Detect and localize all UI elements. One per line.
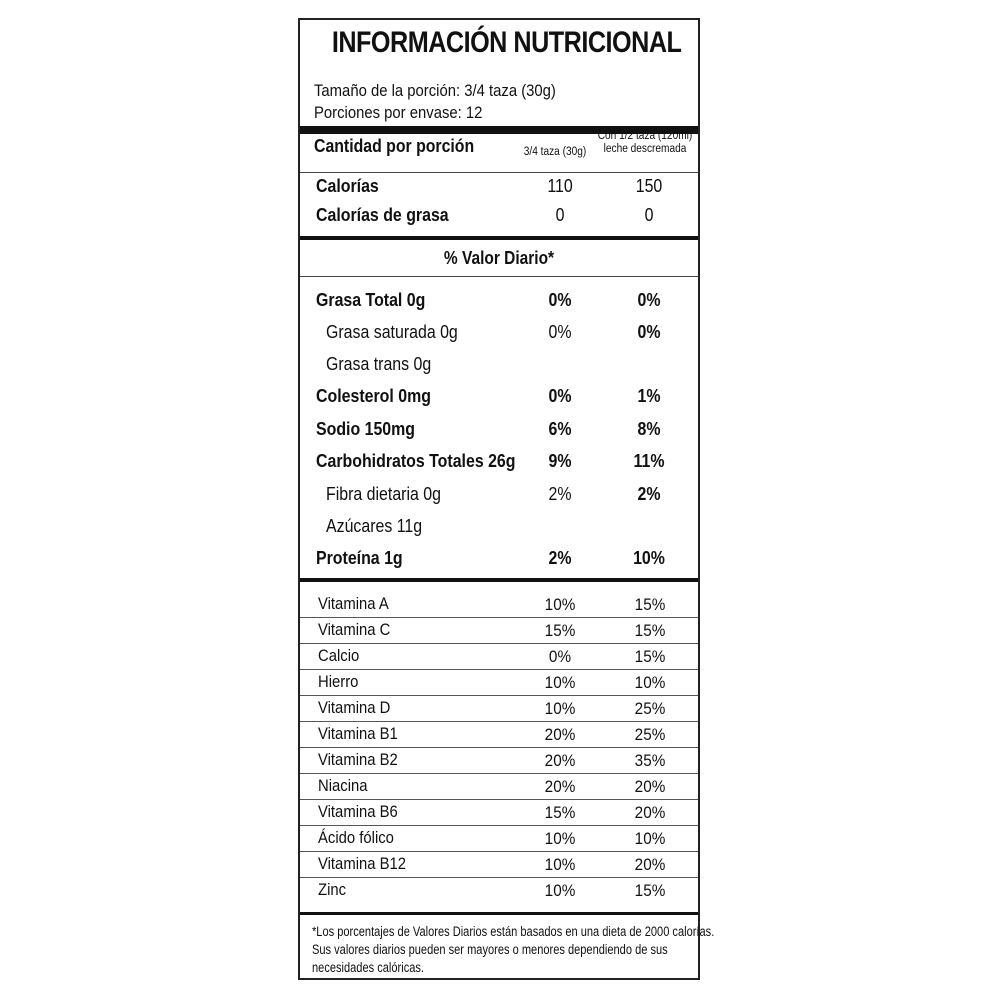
vitamin-label: Vitamina A — [318, 595, 389, 613]
daily-value-header: % Valor Diario* — [443, 248, 555, 268]
footnote — [312, 923, 715, 977]
nutrient-row — [300, 445, 698, 477]
vitamin-col1: 10% — [544, 855, 576, 874]
nutrient-label: Fibra dietaria 0g — [326, 483, 441, 504]
vitamin-col1: 10% — [544, 673, 576, 692]
vitamin-col2: 20% — [634, 855, 666, 874]
nutrient-row — [300, 316, 698, 348]
vitamin-label: Niacina — [318, 777, 368, 795]
nutrient-col1: 2% — [548, 483, 572, 504]
vitamin-row — [300, 748, 698, 774]
vitamin-col2: 10% — [634, 829, 666, 848]
nutrient-col2: 11% — [633, 450, 665, 471]
divider-dv — [300, 276, 698, 277]
vitamin-col2: 25% — [634, 725, 666, 744]
vitamin-col2: 15% — [634, 595, 666, 614]
vitamin-col1: 20% — [544, 725, 576, 744]
vitamin-row — [300, 618, 698, 644]
vitamin-row — [300, 644, 698, 670]
nutrient-col2: 10% — [633, 547, 665, 568]
vitamin-row — [300, 774, 698, 800]
vitamin-col2: 35% — [634, 751, 666, 770]
nutrient-label: Proteína 1g — [316, 547, 403, 568]
nutrient-col1: 0% — [548, 289, 572, 310]
vitamin-col1: 10% — [544, 881, 576, 900]
vitamin-row — [300, 878, 698, 904]
vitamin-col1: 15% — [544, 621, 576, 640]
vitamin-label: Calcio — [318, 647, 360, 665]
vitamin-label: Hierro — [318, 673, 359, 691]
nutrient-row — [300, 510, 698, 542]
nutrient-label: Grasa saturada 0g — [326, 321, 458, 342]
vitamin-col1: 15% — [544, 803, 576, 822]
nutrient-col2: 2% — [637, 483, 661, 504]
vitamin-label: Zinc — [318, 881, 347, 899]
vitamin-row — [300, 722, 698, 748]
nutrient-col2: 1% — [637, 385, 661, 406]
vitamin-col1: 20% — [544, 751, 576, 770]
vitamin-col2: 25% — [634, 699, 666, 718]
nutrient-col1: 0% — [548, 385, 572, 406]
calories-label: Calorías — [316, 175, 379, 196]
nutrient-row — [300, 284, 698, 316]
vitamin-row — [300, 696, 698, 722]
vitamin-row — [300, 826, 698, 852]
calories-col2: 150 — [635, 175, 663, 196]
vitamin-row — [300, 852, 698, 878]
fat-calories-row — [300, 199, 698, 231]
calories-col1: 110 — [547, 175, 573, 196]
vitamin-col2: 20% — [634, 777, 666, 796]
vitamin-col2: 20% — [634, 803, 666, 822]
serving-size: Tamaño de la porción: 3/4 taza (30g) — [314, 82, 556, 100]
nutrient-col2: 8% — [637, 418, 661, 439]
vitamin-col2: 10% — [634, 673, 666, 692]
vitamin-col1: 10% — [544, 699, 576, 718]
divider-mid — [300, 236, 698, 240]
vitamin-label: Ácido fólico — [318, 829, 394, 847]
nutrient-col1: 6% — [548, 418, 572, 439]
vitamin-col1: 0% — [548, 647, 572, 666]
vitamin-col2: 15% — [634, 647, 666, 666]
nutrient-col1: 0% — [548, 321, 572, 342]
amount-per-serving-label: Cantidad por porción — [314, 136, 475, 156]
vitamin-col2: 15% — [634, 621, 666, 640]
nutrient-label: Sodio 150mg — [316, 418, 416, 439]
nutrient-col1: 9% — [548, 450, 572, 471]
nutrient-col1: 2% — [548, 547, 572, 568]
nutrient-label: Azúcares 11g — [326, 515, 423, 536]
divider-footnote — [300, 912, 698, 915]
nutrient-label: Grasa Total 0g — [316, 289, 426, 310]
nutrient-row — [300, 380, 698, 412]
vitamin-label: Vitamina B6 — [318, 803, 398, 821]
vitamin-label: Vitamina B12 — [318, 855, 407, 873]
vitamin-label: Vitamina C — [318, 621, 391, 639]
vitamin-col1: 20% — [544, 777, 576, 796]
label-title: INFORMACIÓN NUTRICIONAL — [331, 26, 682, 59]
vitamin-label: Vitamina D — [318, 699, 391, 717]
servings-per-container: Porciones por envase: 12 — [314, 104, 483, 122]
vitamin-row — [300, 670, 698, 696]
fat-calories-col1: 0 — [555, 204, 565, 225]
footnote-line-1: *Los porcentajes de Valores Diarios están basados en una dieta de 2000 calorías. — [312, 924, 715, 939]
divider-vitamins — [300, 578, 698, 582]
nutrient-col2: 0% — [637, 289, 661, 310]
footnote-line-2: Sus valores diarios pueden ser mayores o menores dependiendo de sus — [312, 942, 668, 957]
footnote-line-3: necesidades calóricas. — [312, 960, 424, 975]
fat-calories-col2: 0 — [644, 204, 654, 225]
nutrient-row — [300, 478, 698, 510]
vitamin-row — [300, 592, 698, 618]
nutrient-row — [300, 542, 698, 574]
vitamin-col2: 15% — [634, 881, 666, 900]
column-header-cereal: 3/4 taza (30g) — [523, 146, 587, 158]
calories-row — [300, 170, 698, 202]
nutrient-row — [300, 413, 698, 445]
column-header-with-milk-line2: leche descremada — [603, 143, 687, 155]
nutrient-label: Colesterol 0mg — [316, 385, 431, 406]
vitamin-label: Vitamina B2 — [318, 751, 398, 769]
nutrient-row — [300, 348, 698, 380]
nutrient-label: Grasa trans 0g — [326, 353, 432, 374]
vitamin-col1: 10% — [544, 595, 576, 614]
nutrient-label: Carbohidratos Totales 26g — [316, 450, 516, 471]
column-header-with-milk-line1: Con 1/2 taza (120ml) — [597, 130, 693, 142]
fat-calories-label: Calorías de grasa — [316, 204, 449, 225]
vitamin-row — [300, 800, 698, 826]
column-header-with-milk — [585, 130, 705, 156]
nutrition-facts-label — [298, 18, 715, 980]
vitamin-col1: 10% — [544, 829, 576, 848]
vitamin-label: Vitamina B1 — [318, 725, 398, 743]
nutrient-col2: 0% — [637, 321, 661, 342]
